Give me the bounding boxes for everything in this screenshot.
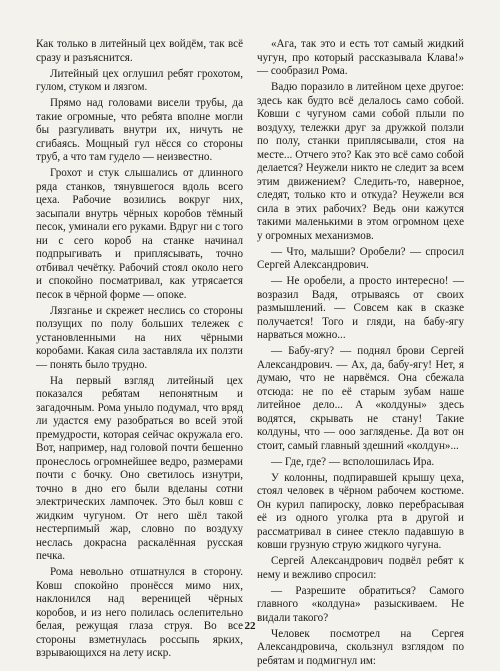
paragraph: — Бабу-ягу? — поднял брови Сергей Александрович. — Ах, да, бабу-ягу! Нет, я думаю, что не нарвёмся. Она сбежала отсюда: не по её старым зубам наше литейное дело... А «колдуны» здесь водятся, скрывать не стану! Такие колдуны, что — ооо загляденье. Да вот он стоит, самый главный здешний «колдун»... bbox=[257, 345, 464, 452]
paragraph: — Не оробели, а просто интересно! — возразил Вадя, отрываясь от своих размышлений. — Совсем как в сказке получается! Того и гляди, на бабу-ягу нарваться можно... bbox=[257, 275, 464, 341]
paragraph: «Ага, так это и есть тот самый жидкий чугун, про который рассказывала Клава!» — сообразил Рома. bbox=[257, 38, 464, 77]
paragraph: Прямо над головами висели трубы, да такие огромные, что ребята вполне могли бы разгуливать внутри их, ничуть не сгибаясь. Мощный гул нёсся со стороны труб, а что там гудело — неизвестно. bbox=[36, 97, 243, 163]
left-column bbox=[36, 38, 243, 663]
paragraph: Грохот и стук слышались от длинного ряда станков, тянувшегося вдоль всего цеха. Рабочие возились вокруг них, засыпали внутрь чёрных коробов тёмный песок, уминали его руками. Вдруг ни с того ни с сего короб на станке начинал подпрыгивать и приплясывать, точно отбивал чечётку. Рабочий стоял около него и спокойно посматривал, как утрясается песок в чёрной форме — опоке. bbox=[36, 167, 243, 301]
right-column bbox=[257, 38, 464, 671]
paragraph: Лязганье и скрежет неслись со стороны ползущих по полу больших тележек с установленными на них чёрными коробами. Какая сила заставляла их ползти — понять было трудно. bbox=[36, 304, 243, 371]
paragraph: На первый взгляд литейный цех показался ребятам непонятным и загадочным. Рома уныло подумал, что вряд ли удастся ему разобраться во всей этой премудрости, которая сейчас окружала его. Вот, например, над головой почти бешенно пронеслось огромнейшее ведро, размерами почти с бочку. Оно светилось изнутри, точно в дно его были вделаны сотни электрических лампочек. Это был ковш с жидким чугуном. От него шёл такой нестерпимый жар, словно по воздуху неслась докрасна раскалённая русская печка. bbox=[36, 374, 243, 562]
paragraph: Вадю поразило в литейном цехе другое: здесь как будто всё делалось само собой. Ковши с чугуном сами собой плыли по воздуху, тележки друг за дружкой ползли по полу, станки приплясывали, стоя на месте... Отчего это? Как это всё само собой делается? Неужели никто не следит за всем этим движением? Следить-то, наверное, следят, только кто и откуда? Неужели вся сила в этих рабочих? Ведь они кажутся такими маленькими в этом огромном цехе у огромных механизмов. bbox=[257, 81, 464, 242]
paragraph: Сергей Александрович подвёл ребят к нему и вежливо спросил: bbox=[257, 555, 464, 581]
paragraph: Рома невольно отшатнулся в сторону. Ковш спокойно пронёсся мимо них, наклонился над вереницей чёрных коробов, и из него полилась ослепительно белая, режущая глаза струя. Во все стороны взметнулась россыпь ярких, взрывающихся на лету искр. bbox=[36, 566, 243, 659]
page-number: 22 bbox=[244, 620, 256, 632]
paragraph: Человек посмотрел на Сергея Александровича, скользнул взглядом по ребятам и подмигнул им: bbox=[257, 627, 464, 667]
paragraph: Литейный цех оглушил ребят грохотом, гулом, стуком и лязгом. bbox=[36, 67, 243, 93]
paragraph: — Где, где? — всполошилась Ира. bbox=[271, 455, 435, 468]
paragraph: У колонны, подпиравшей крышу цеха, стоял человек в чёрном рабочем костюме. Он курил папироску, ловко перебрасывая её из одного уголка рта в другой и рассматривал в синее стекло падавшую в ковши грузную струю жидкого чугуна. bbox=[257, 471, 464, 551]
paragraph: Как только в литейный цех войдём, так всё сразу и разъяснится. bbox=[36, 38, 243, 64]
paragraph: — Разрешите обратиться? Самого главного «колдуна» разыскиваем. Не видали такого? bbox=[257, 584, 464, 624]
paragraph: — Что, малыши? Оробели? — спросил Сергей Александрович. bbox=[257, 245, 464, 271]
